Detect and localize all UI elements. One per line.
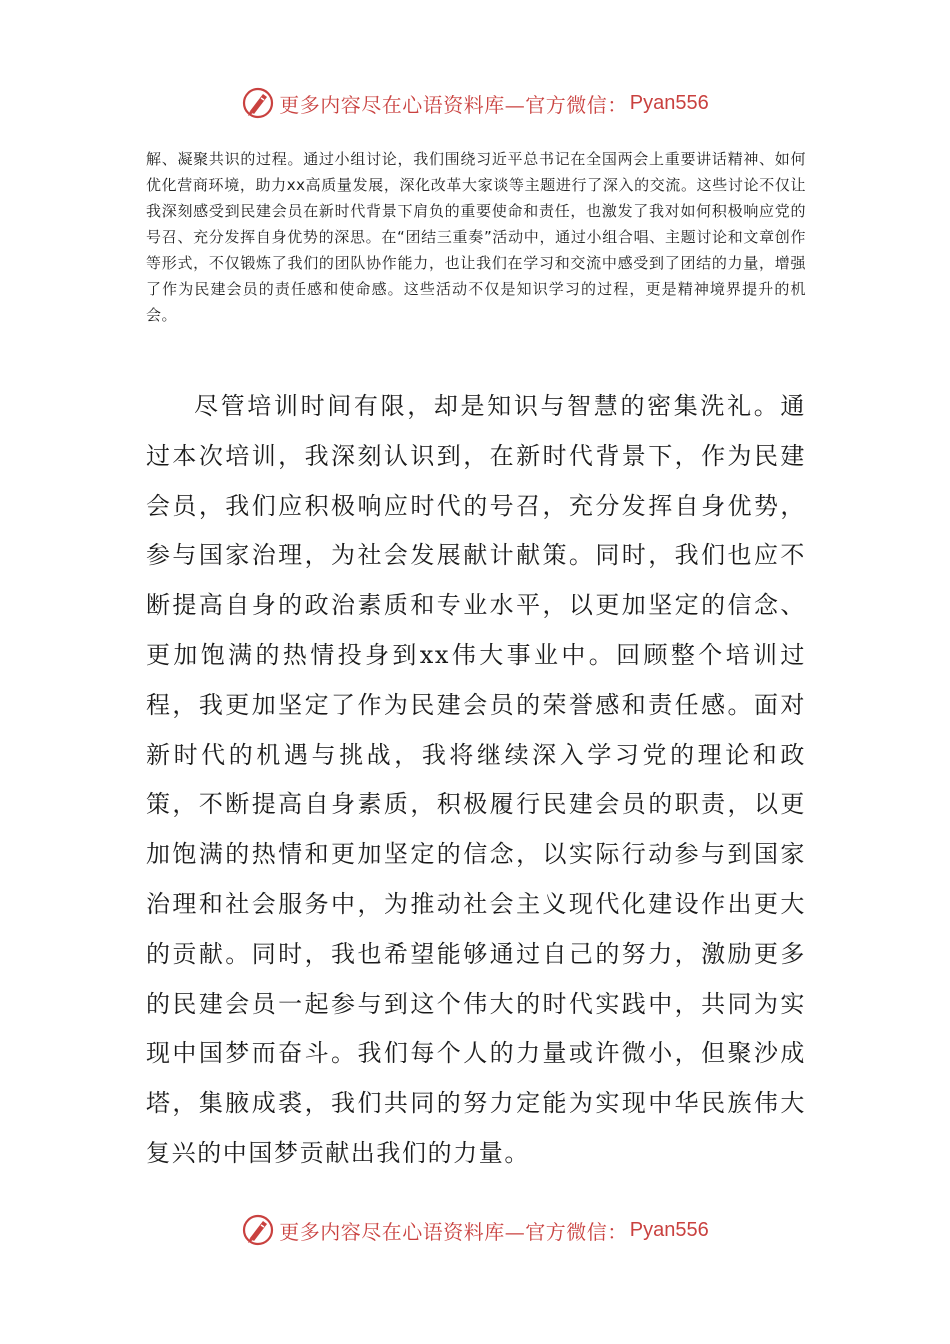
body-paragraph-continued: 解、凝聚共识的过程。通过小组讨论，我们围绕习近平总书记在全国两会上重要讲话精神、如何优化营商环境，助力xx高质量发展，深化改革大家谈等主题进行了深入的交流。这些讨论不仅让我深刻感受到民建会员在新时代背景下肩负的重要使命和责任，也激发了我对如何积极响应党的号召、充分发挥自身优势的深思。在“团结三重奏”活动中，通过小组合唱、主题讨论和文章创作等形式，不仅锻炼了我们的团队协作能力，也让我们在学习和交流中感受到了团结的力量，增强了作为民建会员的责任感和使命感。这些活动不仅是知识学习的过程，更是精神境界提升的机会。: [146, 150, 806, 324]
pen-nib-logo-icon: [241, 1213, 275, 1247]
footer-banner: [0, 1210, 950, 1250]
banner-wechat-id: Pyan556: [629, 1218, 709, 1241]
body-paragraph-main: 尽管培训时间有限，却是知识与智慧的密集洗礼。通过本次培训，我深刻认识到，在新时代背景下，作为民建会员，我们应积极响应时代的号召，充分发挥自身优势，参与国家治理，为社会发展献计献策。同时，我们也应不断提高自身的政治素质和专业水平，以更加坚定的信念、更加饱满的热情投身到xx伟大事业中。回顾整个培训过程，我更加坚定了作为民建会员的荣誉感和责任感。面对新时代的机遇与挑战，我将继续深入学习党的理论和政策，不断提高自身素质，积极履行民建会员的职责，以更加饱满的热情和更加坚定的信念，以实际行动参与到国家治理和社会服务中，为推动社会主义现代化建设作出更大的贡献。同时，我也希望能够通过自己的努力，激励更多的民建会员一起参与到这个伟大的时代实践中，共同为实现中国梦而奋斗。我们每个人的力量或许微小，但聚沙成塔，集腋成裘，我们共同的努力定能为实现中华民族伟大复兴的中国梦贡献出我们的力量。: [146, 392, 806, 1167]
banner-text: 更多内容尽在心语资料库—官方微信：: [279, 92, 628, 117]
header-banner: [0, 83, 950, 123]
banner-wechat-id: Pyan556: [629, 91, 709, 114]
banner-text: 更多内容尽在心语资料库—官方微信：: [279, 1219, 628, 1244]
pen-nib-logo-icon: [241, 86, 275, 120]
